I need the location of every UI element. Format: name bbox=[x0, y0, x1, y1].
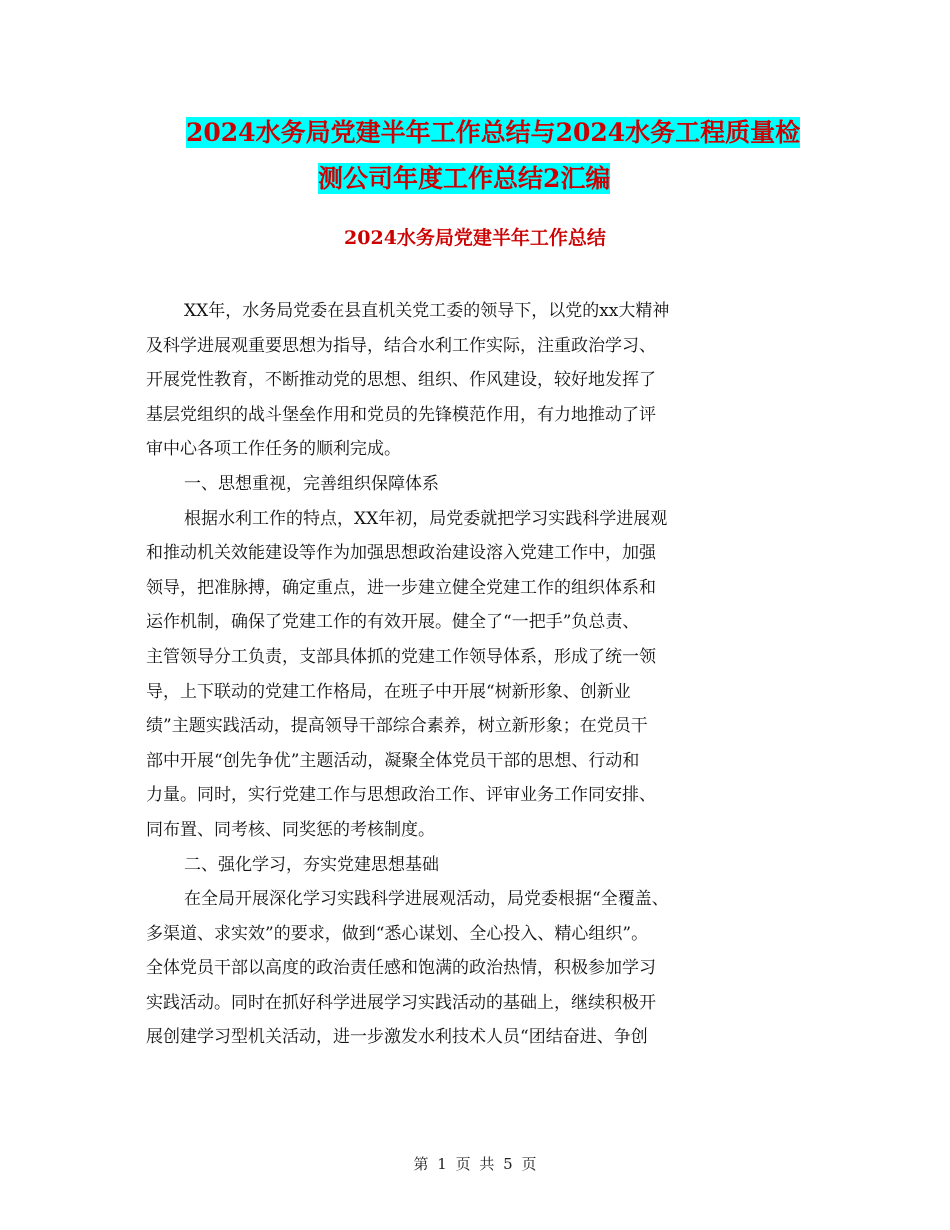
paragraph-line: 和推动机关效能建设等作为加强思想政治建设溶入党建工作中，加强 bbox=[146, 543, 656, 564]
paragraph-line: 展创建学习型机关活动，进一步激发水利技术人员“团结奋进、争创 bbox=[146, 1027, 648, 1048]
body-text bbox=[146, 294, 806, 1055]
document-title-line-1 bbox=[150, 110, 840, 156]
paragraph-line: 力量。同时，实行党建工作与思想政治工作、评审业务工作同安排、 bbox=[146, 785, 656, 806]
title-highlight: 2024水务局党建半年工作总结与2024水务工程质量检 bbox=[186, 118, 801, 147]
paragraph-line: XX年，水务局党委在县直机关党工委的领导下，以党的xx大精神 bbox=[184, 301, 670, 321]
paragraph-line: 领导，把准脉搏，确定重点，进一步建立健全党建工作的组织体系和 bbox=[146, 577, 656, 598]
paragraph-line: 及科学进展观重要思想为指导，结合水利工作实际，注重政治学习、 bbox=[146, 335, 656, 356]
paragraph-line: 绩”主题实践活动，提高领导干部综合素养，树立新形象；在党员干 bbox=[146, 716, 648, 737]
paragraph-line: 基层党组织的战斗堡垒作用和党员的先锋模范作用，有力地推动了评 bbox=[146, 404, 656, 425]
paragraph-line: 开展党性教育，不断推动党的思想、组织、作风建设，较好地发挥了 bbox=[146, 370, 656, 391]
document-title-line-2 bbox=[150, 156, 840, 202]
paragraph-line: 主管领导分工负责，支部具体抓的党建工作领导体系，形成了统一领 bbox=[146, 646, 656, 667]
section-heading-1: 一、思想重视，完善组织保障体系 bbox=[184, 473, 439, 494]
paragraph-line: 根据水利工作的特点，XX年初，局党委就把学习实践科学进展观 bbox=[184, 508, 668, 529]
page-footer: 第 1 页 共 5 页 bbox=[413, 1155, 537, 1173]
title-highlight: 测公司年度工作总结2汇编 bbox=[318, 164, 611, 193]
paragraph-line: 在全局开展深化学习实践科学进展观活动，局党委根据“全覆盖、 bbox=[184, 889, 669, 910]
paragraph-line: 同布置、同考核、同奖惩的考核制度。 bbox=[146, 819, 435, 840]
document-title bbox=[150, 110, 840, 202]
section-heading-2: 二、强化学习，夯实党建思想基础 bbox=[184, 854, 439, 875]
paragraph-line: 部中开展“创先争优”主题活动，凝聚全体党员干部的思想、行动和 bbox=[146, 750, 640, 771]
section-title: 2024水务局党建半年工作总结 bbox=[344, 227, 606, 249]
paragraph-line: 实践活动。同时在抓好科学进展学习实践活动的基础上，继续积极开 bbox=[146, 992, 656, 1013]
paragraph-line: 导，上下联动的党建工作格局，在班子中开展“树新形象、创新业 bbox=[146, 681, 631, 702]
paragraph-line: 多渠道、求实效”的要求，做到“悉心谋划、全心投入、精心组织”。 bbox=[146, 923, 649, 944]
paragraph-line: 全体党员干部以高度的政治责任感和饱满的政治热情，积极参加学习 bbox=[146, 958, 656, 979]
paragraph-line: 运作机制，确保了党建工作的有效开展。健全了“一把手”负总责、 bbox=[146, 612, 640, 633]
paragraph-line: 审中心各项工作任务的顺利完成。 bbox=[146, 439, 401, 460]
